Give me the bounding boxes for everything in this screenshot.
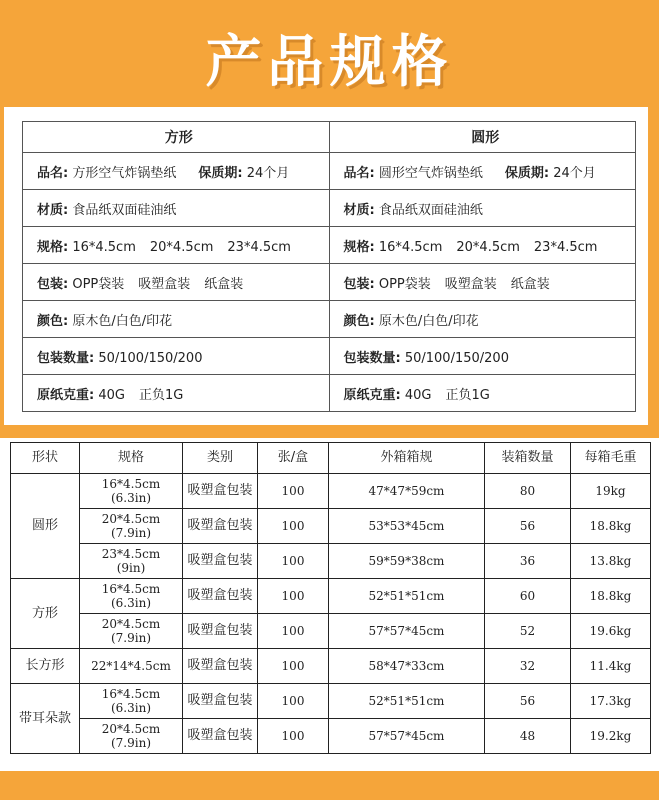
- spec-cell: 包装数量: 50/100/150/200: [329, 338, 636, 375]
- per-box-cell: 100: [258, 684, 329, 719]
- size-cell: 23*4.5cm (9in): [80, 544, 183, 579]
- count-cell: 36: [485, 544, 571, 579]
- carton-cell: 58*47*33cm: [329, 649, 485, 684]
- spec-cell: 原纸克重: 40G 正负1G: [23, 375, 330, 412]
- count-cell: 56: [485, 509, 571, 544]
- type-cell: 吸塑盒包装: [183, 719, 258, 754]
- size-cell: 20*4.5cm (7.9in): [80, 509, 183, 544]
- carton-cell: 52*51*51cm: [329, 684, 485, 719]
- size-cell: 20*4.5cm (7.9in): [80, 719, 183, 754]
- spec-cell: 材质: 食品纸双面硅油纸: [329, 190, 636, 227]
- spec-cell: 品名: 圆形空气炸锅垫纸 保质期: 24个月: [329, 153, 636, 190]
- header-count: 装箱数量: [485, 443, 571, 474]
- type-cell: 吸塑盒包装: [183, 544, 258, 579]
- carton-cell: 47*47*59cm: [329, 474, 485, 509]
- packing-table: [10, 442, 651, 754]
- size-cell: 20*4.5cm (7.9in): [80, 614, 183, 649]
- weight-cell: 19.2kg: [571, 719, 651, 754]
- spec-cell: 包装数量: 50/100/150/200: [23, 338, 330, 375]
- spec-table: [22, 121, 636, 412]
- weight-cell: 11.4kg: [571, 649, 651, 684]
- spec-row-color: [23, 301, 636, 338]
- type-cell: 吸塑盒包装: [183, 614, 258, 649]
- shape-cell: 方形: [11, 579, 80, 649]
- table-row: [11, 579, 651, 614]
- type-cell: 吸塑盒包装: [183, 509, 258, 544]
- weight-cell: 19.6kg: [571, 614, 651, 649]
- spec-row-size: [23, 227, 636, 264]
- per-box-cell: 100: [258, 579, 329, 614]
- weight-cell: 13.8kg: [571, 544, 651, 579]
- spec-row-qty: [23, 338, 636, 375]
- carton-cell: 57*57*45cm: [329, 614, 485, 649]
- spec-cell: 品名: 方形空气炸锅垫纸 保质期: 24个月: [23, 153, 330, 190]
- count-cell: 56: [485, 684, 571, 719]
- size-cell: 16*4.5cm (6.3in): [80, 474, 183, 509]
- spec-row-pack: [23, 264, 636, 301]
- spec-header-round: 圆形: [329, 122, 636, 153]
- carton-cell: 59*59*38cm: [329, 544, 485, 579]
- header-type: 类别: [183, 443, 258, 474]
- table-row: [11, 684, 651, 719]
- per-box-cell: 100: [258, 544, 329, 579]
- per-box-cell: 100: [258, 649, 329, 684]
- spec-cell: 材质: 食品纸双面硅油纸: [23, 190, 330, 227]
- weight-cell: 19kg: [571, 474, 651, 509]
- carton-cell: 53*53*45cm: [329, 509, 485, 544]
- table-row: [11, 649, 651, 684]
- type-cell: 吸塑盒包装: [183, 684, 258, 719]
- size-cell: 16*4.5cm (6.3in): [80, 684, 183, 719]
- count-cell: 32: [485, 649, 571, 684]
- per-box-cell: 100: [258, 719, 329, 754]
- table-row: [11, 509, 651, 544]
- spec-cell: 颜色: 原木色/白色/印花: [329, 301, 636, 338]
- spec-cell: 颜色: 原木色/白色/印花: [23, 301, 330, 338]
- spec-row-name: [23, 153, 636, 190]
- spec-cell: 包装: OPP袋装 吸塑盒装 纸盒装: [23, 264, 330, 301]
- count-cell: 52: [485, 614, 571, 649]
- spec-panel: [4, 107, 648, 425]
- packing-panel: [0, 438, 659, 771]
- shape-cell: 圆形: [11, 474, 80, 579]
- per-box-cell: 100: [258, 474, 329, 509]
- carton-cell: 52*51*51cm: [329, 579, 485, 614]
- size-cell: 22*14*4.5cm: [80, 649, 183, 684]
- table-row: [11, 614, 651, 649]
- header-per-box: 张/盒: [258, 443, 329, 474]
- count-cell: 80: [485, 474, 571, 509]
- page-title: 产品规格: [205, 30, 454, 95]
- header-shape: 形状: [11, 443, 80, 474]
- type-cell: 吸塑盒包装: [183, 649, 258, 684]
- size-cell: 16*4.5cm (6.3in): [80, 579, 183, 614]
- carton-cell: 57*57*45cm: [329, 719, 485, 754]
- spec-cell: 原纸克重: 40G 正负1G: [329, 375, 636, 412]
- table-row: [11, 544, 651, 579]
- header-size: 规格: [80, 443, 183, 474]
- type-cell: 吸塑盒包装: [183, 474, 258, 509]
- weight-cell: 17.3kg: [571, 684, 651, 719]
- type-cell: 吸塑盒包装: [183, 579, 258, 614]
- header-carton: 外箱箱规: [329, 443, 485, 474]
- spec-cell: 包装: OPP袋装 吸塑盒装 纸盒装: [329, 264, 636, 301]
- spec-header-square: 方形: [23, 122, 330, 153]
- count-cell: 48: [485, 719, 571, 754]
- count-cell: 60: [485, 579, 571, 614]
- shape-cell: 长方形: [11, 649, 80, 684]
- weight-cell: 18.8kg: [571, 579, 651, 614]
- per-box-cell: 100: [258, 614, 329, 649]
- spec-header-row: [23, 122, 636, 153]
- spec-cell: 规格: 16*4.5cm 20*4.5cm 23*4.5cm: [329, 227, 636, 264]
- spec-row-weight: [23, 375, 636, 412]
- table-row: [11, 719, 651, 754]
- weight-cell: 18.8kg: [571, 509, 651, 544]
- spec-cell: 规格: 16*4.5cm 20*4.5cm 23*4.5cm: [23, 227, 330, 264]
- spec-row-material: [23, 190, 636, 227]
- per-box-cell: 100: [258, 509, 329, 544]
- header-weight: 每箱毛重: [571, 443, 651, 474]
- packing-header-row: [11, 443, 651, 474]
- table-row: [11, 474, 651, 509]
- shape-cell: 带耳朵款: [11, 684, 80, 754]
